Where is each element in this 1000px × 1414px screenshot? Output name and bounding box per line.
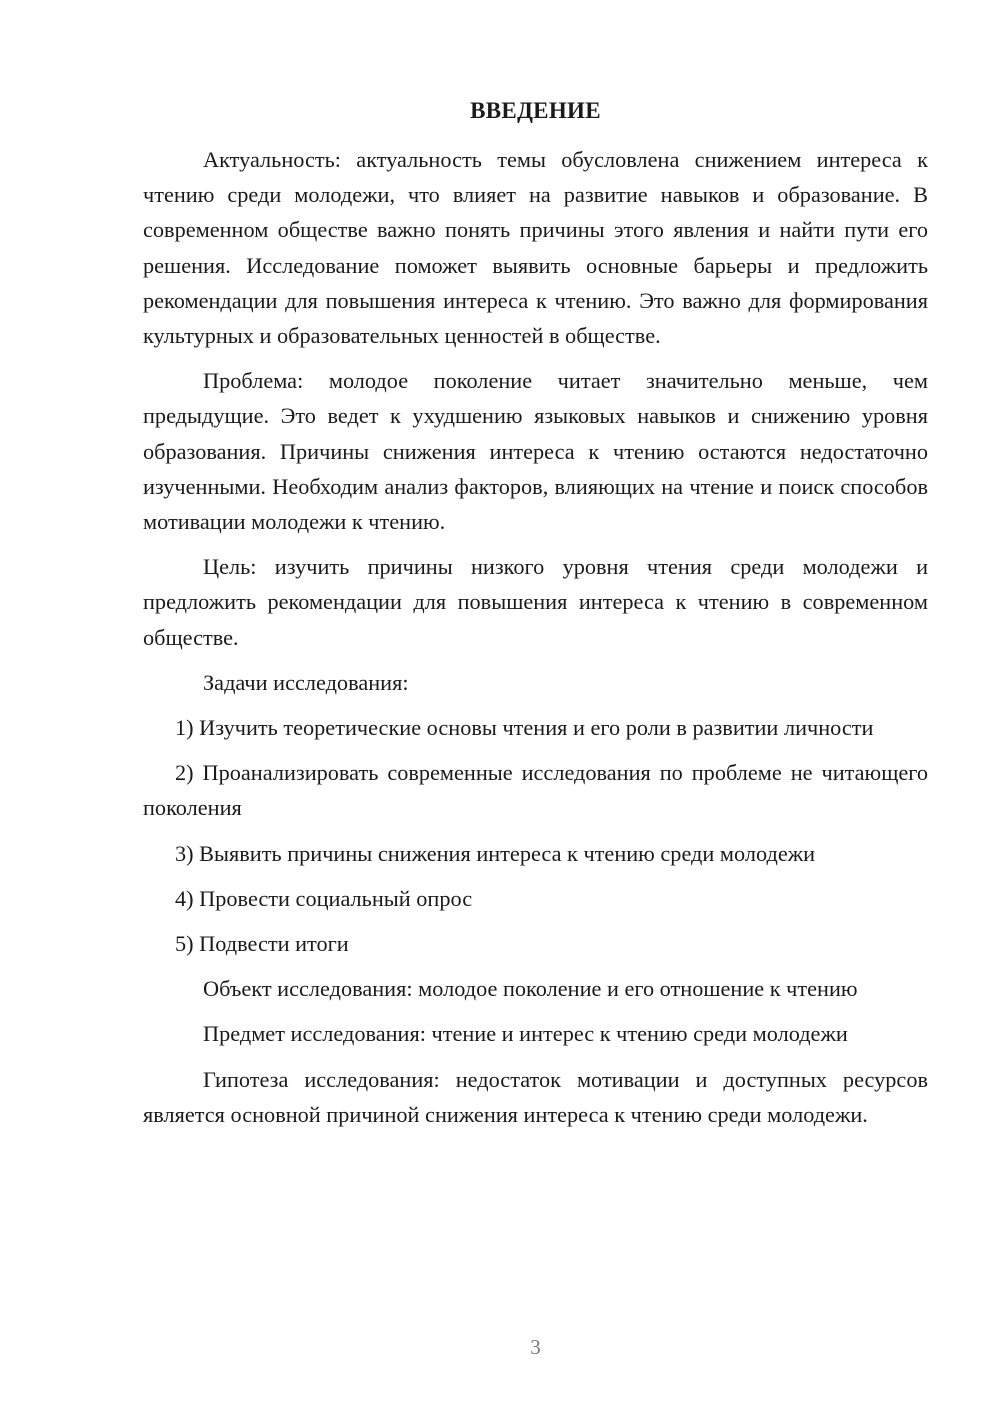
section-heading: ВВЕДЕНИЕ [470,98,601,123]
task-list-item: 1) Изучить теоретические основы чтения и его роли в развитии личности [175,715,874,741]
paragraph-tasks-heading: Задачи исследования: [203,669,409,695]
page-number: 3 [530,1335,541,1359]
paragraph-goal: Цель: изучить причины низкого уровня чтения среди молодежи и предложить рекомендации для повышения интереса к чтению в современном обществе. [143,554,928,650]
paragraph-object: Объект исследования: молодое поколение и его отношение к чтению [203,976,858,1002]
paragraph-subject: Предмет исследования: чтение и интерес к чтению среди молодежи [203,1021,848,1047]
document-page [143,0,928,1414]
paragraph-relevance: Актуальность: актуальность темы обусловлена снижением интереса к чтению среди молодежи, что влияет на развитие навыков и образование. В современном обществе важно понять причины этого явления и найти пути его решения. Исследование поможет выявить основные барьеры и предложить рекомендации для повышения интереса к чтению. Это важно для формирования культурных и образовательных ценностей в обществе. [143,147,928,349]
paragraph-hypothesis: Гипотеза исследования: недостаток мотивации и доступных ресурсов является основной причиной снижения интереса к чтению среди молодежи. [143,1066,928,1127]
document-body [143,142,928,1142]
task-list-item: 3) Выявить причины снижения интереса к чтению среди молодежи [175,840,816,866]
task-list-item: 2) Проанализировать современные исследования по проблеме не читающего поколения [143,760,928,821]
paragraph-problem: Проблема: молодое поколение читает значительно меньше, чем предыдущие. Это ведет к ухудшению языковых навыков и снижению уровня образования. Причины снижения интереса к чтению остаются недостаточно изученными. Необходим анализ факторов, влияющих на чтение и поиск способов мотивации молодежи к чтению. [143,368,928,535]
task-list-item: 4) Провести социальный опрос [175,885,473,911]
task-list-item: 5) Подвести итоги [175,931,349,957]
